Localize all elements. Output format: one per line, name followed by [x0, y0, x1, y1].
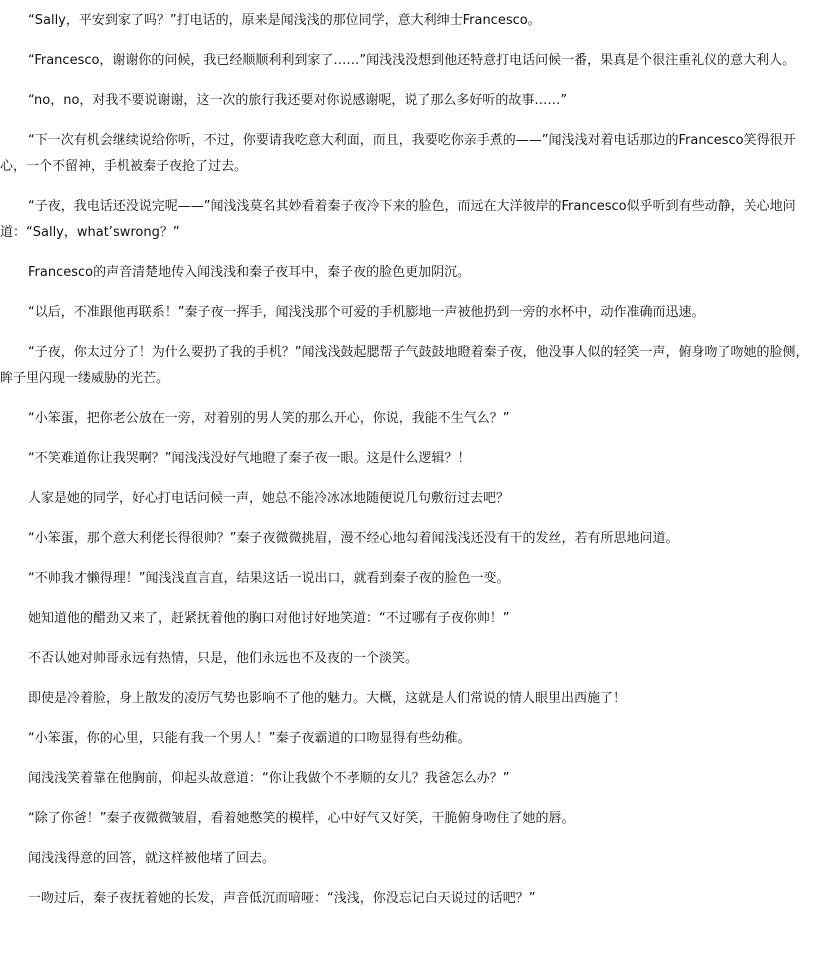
paragraph: “小笨蛋，那个意大利佬长得很帅？”秦子夜微微挑眉，漫不经心地勾着闻浅浅还没有干的发丝，若有所思地问道。 [28, 531, 679, 546]
paragraph: “子夜，你太过分了！为什么要扔了我的手机？”闻浅浅鼓起腮帮子气鼓鼓地瞪着秦子夜，他没事人似的轻笑一声，俯身吻了吻她的脸侧，眸子里闪现一缕威胁的光芒。 [0, 345, 809, 386]
paragraph: “小笨蛋，你的心里，只能有我一个男人！”秦子夜霸道的口吻显得有些幼稚。 [28, 731, 471, 746]
paragraph: “Francesco，谢谢你的问候，我已经顺顺利利到家了……”闻浅浅没想到他还特意打电话问候一番，果真是个很注重礼仪的意大利人。 [28, 53, 796, 68]
paragraph: 人家是她的同学，好心打电话问候一声，她总不能冷冰冰地随便说几句敷衍过去吧？ [28, 491, 510, 506]
paragraph: “除了你爸！”秦子夜微微皱眉，看着她憋笑的模样，心中好气又好笑，干脆俯身吻住了她的唇。 [28, 811, 575, 826]
paragraph: 即使是冷着脸，身上散发的凌厉气势也影响不了他的魅力。大概，这就是人们常说的情人眼里出西施了！ [28, 691, 627, 706]
paragraph: 她知道他的醋劲又来了，赶紧抚着他的胸口对他讨好地笑道：“不过哪有子夜你帅！” [28, 611, 510, 626]
paragraph: “子夜，我电话还没说完呢——”闻浅浅莫名其妙看着秦子夜冷下来的脸色，而远在大洋彼岸的Francesco似乎听到有些动静，关心地问道：“Sally，what’swrong？” [0, 199, 796, 240]
paragraph: “下一次有机会继续说给你听，不过，你要请我吃意大利面，而且，我要吃你亲手煮的——”闻浅浅对着电话那边的Francesco笑得很开心，一个不留神，手机被秦子夜抢了过去。 [0, 133, 796, 174]
paragraph: 闻浅浅得意的回答，就这样被他堵了回去。 [28, 851, 276, 866]
paragraph: “Sally，平安到家了吗？”打电话的，原来是闻浅浅的那位同学，意大利绅士Francesco。 [28, 13, 541, 28]
paragraph: 一吻过后，秦子夜抚着她的长发，声音低沉而喑哑：“浅浅，你没忘记白天说过的话吧？” [28, 891, 536, 906]
paragraph: 闻浅浅笑着靠在他胸前，仰起头故意道：“你让我做个不孝顺的女儿？我爸怎么办？” [28, 771, 510, 786]
paragraph: “以后，不准跟他再联系！”秦子夜一挥手，闻浅浅那个可爱的手机膨地一声被他扔到一旁的水杯中，动作准确而迅速。 [28, 305, 705, 320]
paragraph: 不否认她对帅哥永远有热情，只是，他们永远也不及夜的一个淡笑。 [28, 651, 419, 666]
paragraph: “不帅我才懒得理！”闻浅浅直言直，结果这话一说出口，就看到秦子夜的脸色一变。 [28, 571, 510, 586]
paragraph: “不笑难道你让我哭啊？”闻浅浅没好气地瞪了秦子夜一眼。这是什么逻辑？！ [28, 451, 471, 466]
paragraph: “小笨蛋，把你老公放在一旁，对着别的男人笑的那么开心，你说，我能不生气么？” [28, 411, 510, 426]
paragraph: “no，no，对我不要说谢谢，这一次的旅行我还要对你说感谢呢，说了那么多好听的故事……” [28, 93, 568, 108]
paragraph: Francesco的声音清楚地传入闻浅浅和秦子夜耳中，秦子夜的脸色更加阴沉。 [28, 265, 471, 280]
